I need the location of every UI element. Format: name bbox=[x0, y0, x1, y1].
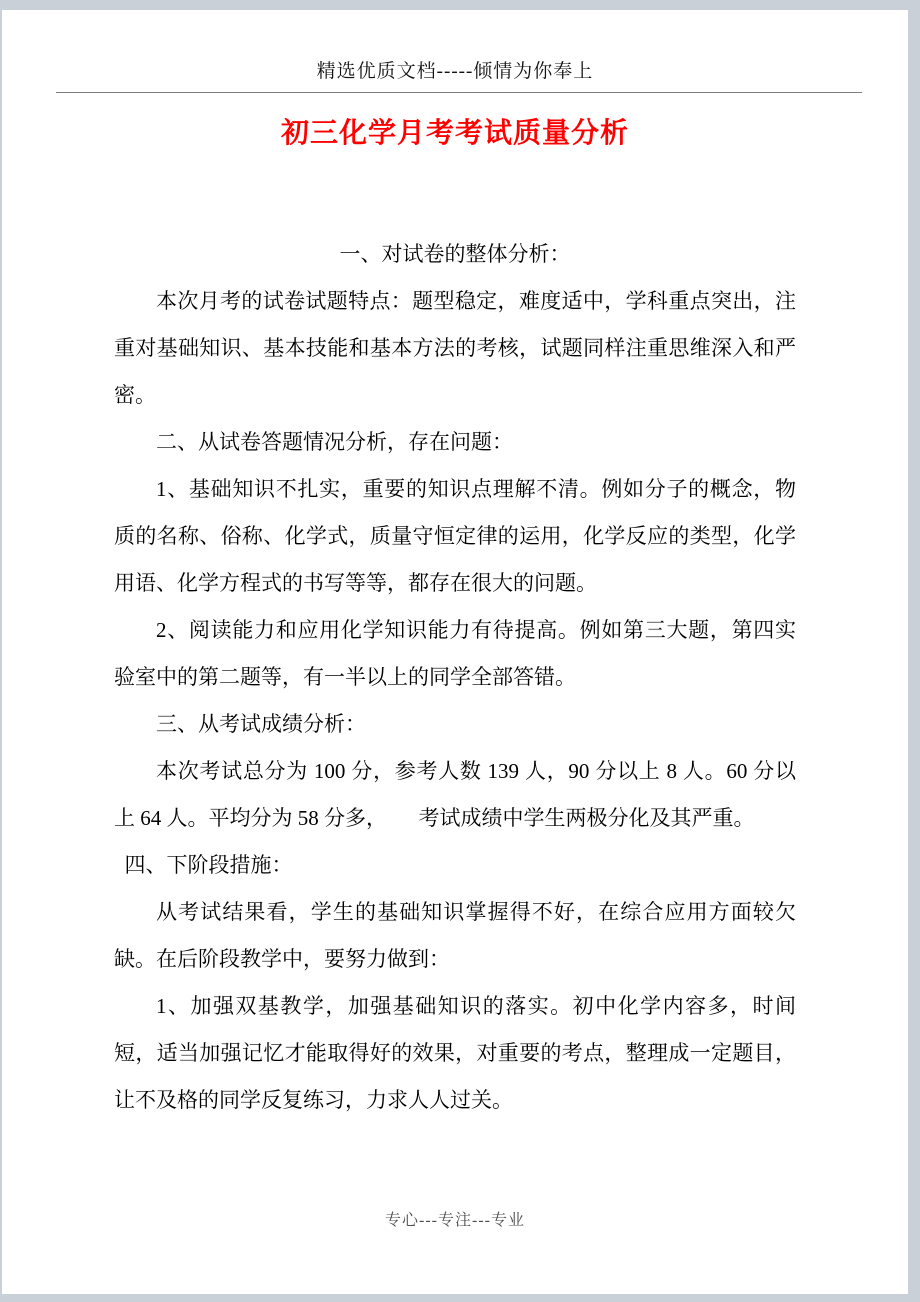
paragraph-section-1-body: 本次月考的试卷试题特点：题型稳定，难度适中，学科重点突出，注重对基础知识、基本技能和基本方法的考核，试题同样注重思维深入和严密。 bbox=[114, 289, 796, 407]
paragraph-section-2-item-2: 2、阅读能力和应用化学知识能力有待提高。例如第三大题，第四实验室中的第二题等，有一半以上的同学全部答错。 bbox=[114, 618, 796, 689]
document-title: 初三化学月考考试质量分析 bbox=[280, 118, 629, 149]
paragraph-section-4-body: 从考试结果看，学生的基础知识掌握得不好，在综合应用方面较欠缺。在后阶段教学中，要努力做到： bbox=[114, 900, 796, 971]
paragraph-section-3-body: 本次考试总分为 100 分，参考人数 139 人，90 分以上 8 人。60 分以上 64 人。平均分为 58 分多， 考试成绩中学生两极分化及其严重。 bbox=[114, 759, 796, 830]
document-header: 精选优质文档-----倾情为你奉上 bbox=[316, 61, 594, 82]
header-rule-divider bbox=[56, 92, 862, 93]
paragraph-section-4-heading: 四、下阶段措施： bbox=[124, 853, 293, 877]
document-body bbox=[2, 231, 908, 1124]
paragraph-section-4-item-1: 1、加强双基教学，加强基础知识的落实。初中化学内容多，时间短，适当加强记忆才能取得好的效果，对重要的考点，整理成一定题目，让不及格的同学反复练习，力求人人过关。 bbox=[114, 994, 796, 1112]
paragraph-section-3-heading: 三、从考试成绩分析： bbox=[156, 712, 366, 736]
paragraph-section-1-heading: 一、对试卷的整体分析： bbox=[339, 242, 571, 266]
paragraph-section-2-item-1: 1、基础知识不扎实，重要的知识点理解不清。例如分子的概念，物质的名称、俗称、化学式，质量守恒定律的运用，化学反应的类型，化学用语、化学方程式的书写等等，都存在很大的问题。 bbox=[114, 477, 796, 595]
document-page bbox=[2, 10, 908, 1294]
paragraph-section-2-heading: 二、从试卷答题情况分析，存在问题： bbox=[156, 430, 513, 454]
document-footer: 专心---专注---专业 bbox=[385, 1212, 525, 1229]
